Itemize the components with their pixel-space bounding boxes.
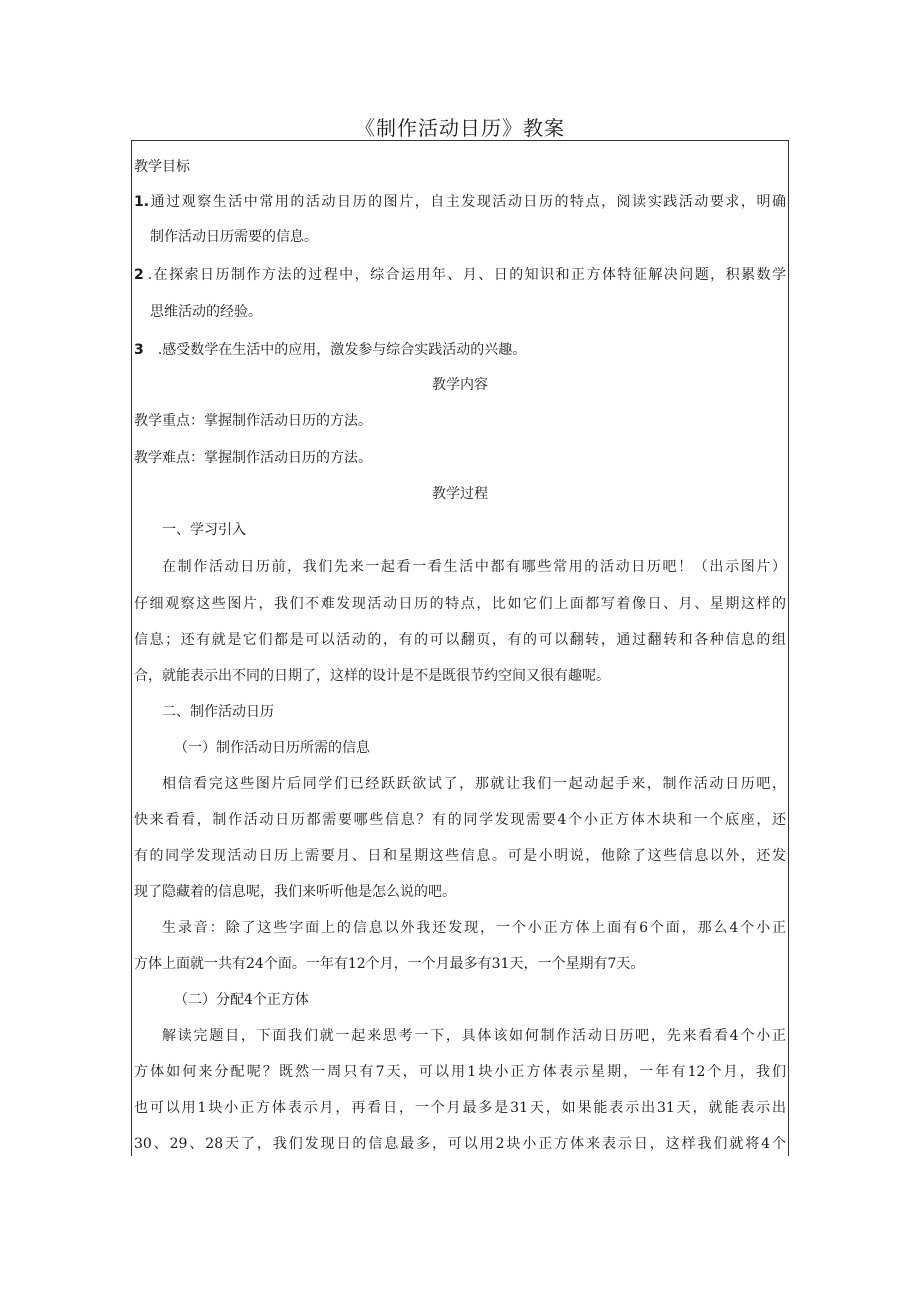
objective-1-line1 (134, 192, 786, 212)
objective-2-line2: 思维活动的经验。 (150, 304, 262, 320)
section-2-heading: 二、制作活动日历 (162, 704, 274, 720)
subsection-2-heading: （二）分配4个正方体 (174, 992, 309, 1008)
paragraph-4-line-3: 也可以用1块小正方体表示月，再看日，一个月最多是31天，如果能表示出31天，就能表示出 (134, 1100, 786, 1116)
objective-2-text: .在探索日历制作方法的过程中，综合运用年、月、日的知识和正方体特征解决问题，积累数学 (147, 267, 786, 283)
paragraph-1-line-1: 在制作活动日历前，我们先来一起看一看生活中都有哪些常用的活动日历吧！（出示图片） (162, 559, 786, 575)
objective-2-number: 2 (134, 267, 144, 283)
paragraph-4-line-1: 解读完题目，下面我们就一起来思考一下，具体该如何制作活动日历吧，先来看看4个小正 (162, 1028, 786, 1044)
process-heading: 教学过程 (432, 486, 488, 502)
difficult-point: 教学难点：掌握制作活动日历的方法。 (134, 450, 372, 466)
subsection-1-heading: （一）制作活动日历所需的信息 (174, 740, 370, 756)
objective-3-line1 (134, 340, 786, 360)
paragraph-1-line-3: 信息；还有就是它们都是可以活动的，有的可以翻页，有的可以翻转，通过翻转和各种信息的组 (134, 632, 786, 648)
objective-1-line2: 制作活动日历需要的信息。 (150, 229, 318, 245)
paragraph-4-line-4: 30、29、28天了，我们发现日的信息最多，可以用2块小正方体来表示日，这样我们就将4个 (134, 1136, 786, 1152)
section-1-heading: 一、学习引入 (162, 522, 246, 538)
objective-2-line1 (134, 265, 786, 285)
content-heading: 教学内容 (432, 377, 488, 393)
paragraph-2-line-3: 有的同学发现活动日历上需要月、日和星期这些信息。可是小明说，他除了这些信息以外，还发 (134, 848, 786, 864)
objectives-heading: 教学目标 (134, 159, 190, 175)
objective-3-text: .感受数学在生活中的应用，激发参与综合实践活动的兴趣。 (157, 342, 527, 358)
paragraph-3-line-1: 生录音：除了这些字面上的信息以外我还发现，一个小正方体上面有6个面，那么4个小正 (162, 920, 786, 936)
objective-1-text: 通过观察生活中常用的活动日历的图片，自主发现活动日历的特点，阅读实践活动要求，明确 (149, 194, 786, 210)
objective-1-number: 1. (134, 194, 150, 210)
paragraph-3-line-2: 方体上面就一共有24个面。一年有12个月，一个月最多有31天，一个星期有7天。 (134, 956, 645, 972)
paragraph-2-line-2: 快来看看，制作活动日历都需要哪些信息？有的同学发现需要4个小正方体木块和一个底座，还 (134, 812, 786, 828)
paragraph-4-line-2: 方体如何来分配呢？既然一周只有7天，可以用1块小正方体表示星期，一年有12个月，我们 (134, 1064, 786, 1080)
key-point: 教学重点：掌握制作活动日历的方法。 (134, 413, 372, 429)
document-title: 《制作活动日历》教案 (355, 116, 565, 140)
paragraph-2-line-4: 现了隐藏着的信息呢，我们来听听他是怎么说的吧。 (134, 884, 456, 900)
paragraph-1-line-2: 仔细观察这些图片，我们不难发现活动日历的特点，比如它们上面都写着像日、月、星期这样的 (134, 596, 786, 612)
paragraph-2-line-1: 相信看完这些图片后同学们已经跃跃欲试了，那就让我们一起动起手来，制作活动日历吧， (162, 776, 786, 792)
objective-3-number: 3 (134, 342, 144, 358)
paragraph-1-line-4: 合，就能表示出不同的日期了，这样的设计是不是既很节约空间又很有趣呢。 (134, 668, 610, 684)
